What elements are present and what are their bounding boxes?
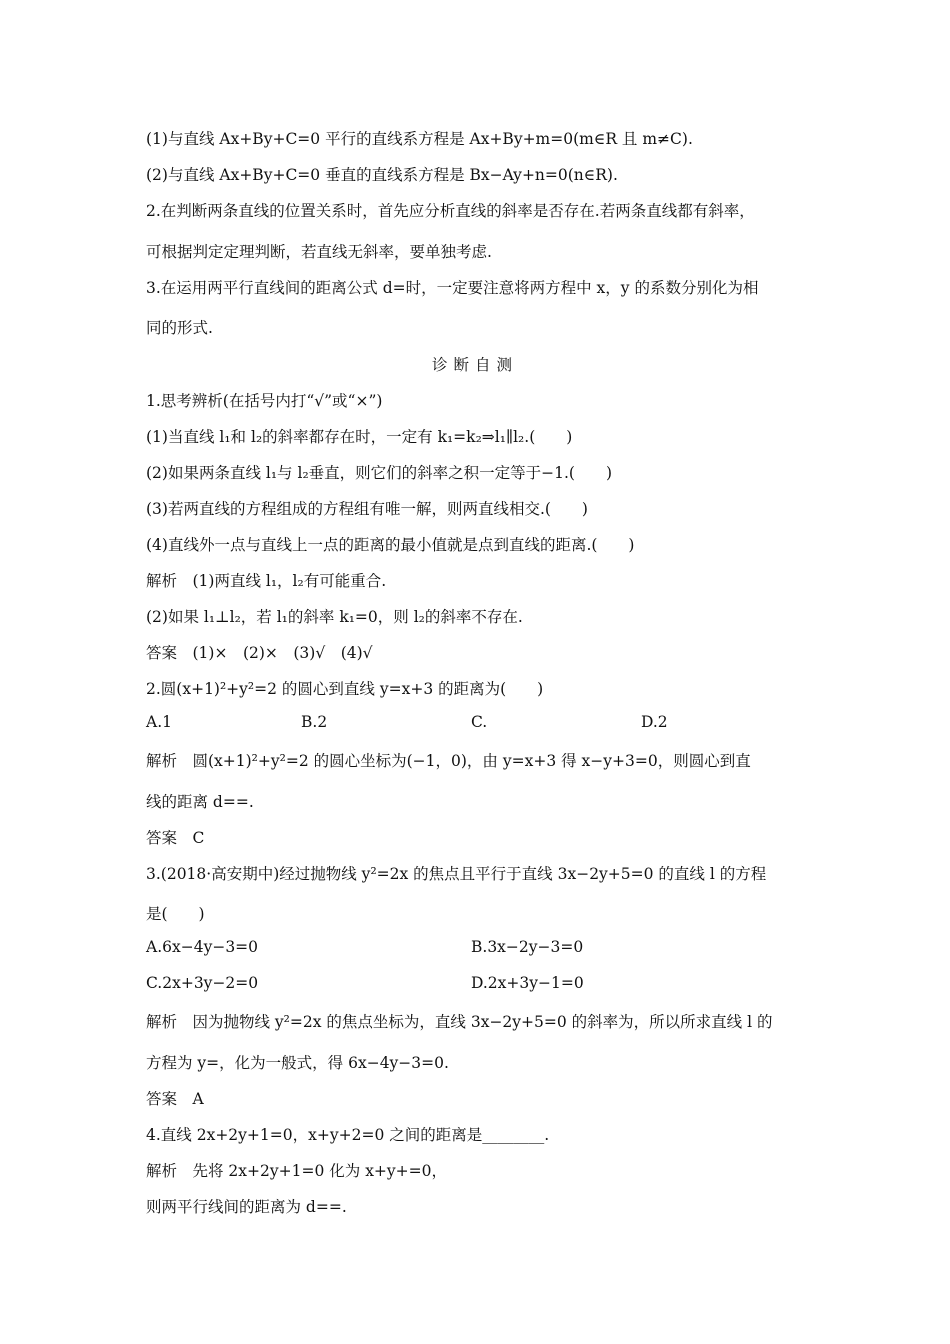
text-line: 可根据判定定理判断，若直线无斜率，要单独考虑. (146, 243, 492, 261)
answer-line: 答案 C (146, 829, 205, 847)
option-c: C.2x+3y−2=0 (146, 974, 259, 992)
text-line: (1)当直线 l₁和 l₂的斜率都存在时，一定有 k₁=k₂⇒l₁∥l₂.( ) (146, 428, 573, 446)
analysis-line: 解析 (1)两直线 l₁，l₂有可能重合. (146, 572, 387, 590)
question-1: 1.思考辨析(在括号内打“√”或“×”) (146, 392, 383, 410)
question-4: 4.直线 2x+2y+1=0，x+y+2=0 之间的距离是________. (146, 1126, 550, 1144)
option-b: B.2 (301, 713, 328, 731)
analysis-line: 方程为 y=，化为一般式，得 6x−4y−3=0. (146, 1054, 449, 1072)
text-line: 同的形式. (146, 319, 213, 337)
text-line: 是( ) (146, 905, 205, 923)
option-d: D.2x+3y−1=0 (471, 974, 584, 992)
analysis-line: 解析 先将 2x+2y+1=0 化为 x+y+=0， (146, 1162, 448, 1180)
text-line: 3.在运用两平行直线间的距离公式 d=时，一定要注意将两方程中 x，y 的系数分别化为相 (146, 279, 759, 297)
option-b: B.3x−2y−3=0 (471, 938, 584, 956)
section-heading: 诊断自测 (431, 356, 518, 374)
option-a: A.1 (146, 713, 172, 731)
analysis-line: 解析 因为抛物线 y²=2x 的焦点坐标为，直线 3x−2y+5=0 的斜率为，所以所求直线 l 的 (146, 1013, 773, 1031)
analysis-line: (2)如果 l₁⊥l₂，若 l₁的斜率 k₁=0，则 l₂的斜率不存在. (146, 608, 523, 626)
text-line: (3)若两直线的方程组成的方程组有唯一解，则两直线相交.( ) (146, 500, 588, 518)
option-c: C. (471, 713, 488, 731)
analysis-line: 解析 圆(x+1)²+y²=2 的圆心坐标为(−1，0)，由 y=x+3 得 x−y+3=0，则圆心到直 (146, 752, 751, 770)
analysis-line: 则两平行线间的距离为 d==. (146, 1198, 347, 1216)
option-d: D.2 (641, 713, 668, 731)
answer-line: 答案 (1)× (2)× (3)√ (4)√ (146, 644, 373, 662)
text-line: 2.在判断两条直线的位置关系时，首先应分析直线的斜率是否存在.若两条直线都有斜率， (146, 202, 755, 220)
text-line: (4)直线外一点与直线上一点的距离的最小值就是点到直线的距离.( ) (146, 536, 635, 554)
text-line: (2)如果两条直线 l₁与 l₂垂直，则它们的斜率之积一定等于−1.( ) (146, 464, 613, 482)
question-2: 2.圆(x+1)²+y²=2 的圆心到直线 y=x+3 的距离为( ) (146, 680, 544, 698)
analysis-line: 线的距离 d==. (146, 793, 254, 811)
question-3: 3.(2018·高安期中)经过抛物线 y²=2x 的焦点且平行于直线 3x−2y+5=0 的直线 l 的方程 (146, 865, 767, 883)
answer-line: 答案 A (146, 1090, 204, 1108)
option-a: A.6x−4y−3=0 (146, 938, 259, 956)
text-line: (1)与直线 Ax+By+C=0 平行的直线系方程是 Ax+By+m=0(m∈R 且 m≠C). (146, 130, 693, 148)
text-line: (2)与直线 Ax+By+C=0 垂直的直线系方程是 Bx−Ay+n=0(n∈R). (146, 166, 618, 184)
